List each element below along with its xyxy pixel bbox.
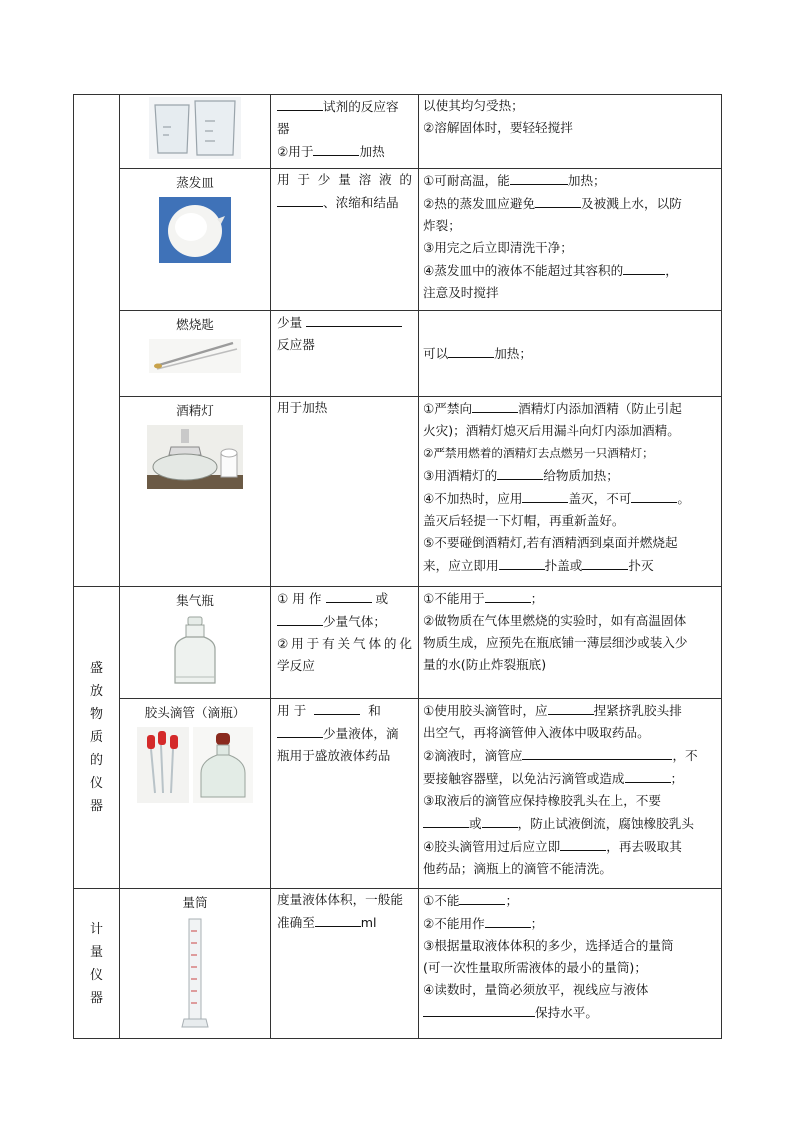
evaporating-dish-note-6: 注意及时搅拌: [423, 285, 499, 300]
alcohol-lamp-use-line-1: 用于加热: [277, 400, 328, 415]
use-cell-combustion-spoon: [271, 311, 419, 397]
dropper-note-8: 他药品；滴瓶上的滴管不能清洗。: [423, 861, 612, 876]
table-row-evaporating-dish: [74, 169, 722, 311]
use-cell-beaker: [271, 95, 419, 169]
dropper-use-line-1: 用 于 和: [277, 699, 412, 722]
cylinder-use-line-1: 度量液体体积，一般能: [277, 892, 403, 907]
notes-cell-cylinder: [419, 889, 722, 1039]
cylinder-use-line-2: 准确至 ml: [277, 911, 412, 934]
use-cell-alcohol-lamp: [271, 397, 419, 587]
notes-cell-gas-bottle: [419, 587, 722, 699]
instrument-cell-combustion-spoon: [120, 311, 271, 397]
alcohol-lamp-note-4: ③用酒精灯的 给物质加热；: [423, 464, 717, 487]
use-cell-cylinder: [271, 889, 419, 1039]
alcohol-lamp-note-6: 盖灭后轻提一下灯帽，再重新盖好。: [423, 513, 625, 528]
use-cell-evaporating-dish: [271, 169, 419, 311]
combustion-spoon-use-line-2: 反应器: [277, 337, 315, 352]
gas-bottle-note-3: 物质生成，应预先在瓶底铺一薄层细沙或装入少: [423, 635, 688, 650]
cylinder-note-5: ④读数时，量筒必须放平，视线应与液体: [423, 982, 649, 997]
beaker-note-line-2: ②溶解固体时，要轻轻搅拌: [423, 120, 573, 135]
evaporating-dish-use-line-1: 用于少量溶液的: [277, 172, 412, 187]
gas-bottle-use-line-1: ① 用 作 或: [277, 587, 412, 610]
dropper-image: [137, 727, 253, 803]
beaker-use-line-1: 试剂的反应容: [277, 95, 412, 118]
instrument-cell-gas-bottle: [120, 587, 271, 699]
category-cell-storage: [74, 587, 120, 889]
combustion-spoon-image: [149, 339, 241, 373]
category-label: 计量仪器: [89, 921, 103, 1006]
alcohol-lamp-image: [147, 425, 243, 489]
gas-bottle-note-2: ②做物质在气体里燃烧的实验时，如有高温固体: [423, 613, 687, 628]
dropper-note-4: 要接触容器壁，以免沾污滴管或造成 ；: [423, 767, 717, 790]
dropper-note-1: ①使用胶头滴管时，应 捏紧挤乳胶头排: [423, 699, 717, 722]
beaker-use-line-3: ②用于 加热: [277, 140, 412, 163]
alcohol-lamp-note-1: ①严禁向 酒精灯内添加酒精（防止引起: [423, 397, 717, 420]
instrument-cell-cylinder: [120, 889, 271, 1039]
notes-cell-dropper: [419, 699, 722, 889]
cylinder-note-3: ③根据量取液体体积的多少，选择适合的量筒: [423, 938, 674, 953]
instrument-name: 量筒: [182, 895, 208, 910]
table-row-cylinder: [74, 889, 722, 1039]
alcohol-lamp-note-7: ⑤不要碰倒酒精灯,若有酒精洒到桌面并燃烧起: [423, 535, 678, 550]
notes-cell-alcohol-lamp: [419, 397, 722, 587]
notes-cell-beaker: [419, 95, 722, 169]
evaporating-dish-note-4: ③用完之后立即清洗干净；: [423, 240, 573, 255]
dropper-note-3: ②滴液时，滴管应 ，不: [423, 744, 717, 767]
cylinder-note-4: (可一次性量取所需液体的最小的量筒)；: [423, 960, 647, 975]
notes-cell-combustion-spoon: [419, 311, 722, 397]
gas-bottle-note-4: 量的水(防止炸裂瓶底): [423, 657, 547, 672]
dropper-use-line-3: 瓶用于盛放液体药品: [277, 748, 391, 763]
instrument-cell-alcohol-lamp: [120, 397, 271, 587]
evaporating-dish-image: [159, 197, 231, 263]
instrument-cell-dropper: [120, 699, 271, 889]
dropper-use-line-2: 少量液体，滴: [277, 722, 412, 745]
cylinder-image: [180, 917, 210, 1029]
lab-instrument-table: [73, 94, 722, 1039]
use-cell-dropper: [271, 699, 419, 889]
cylinder-note-1: ①不能 ；: [423, 889, 717, 912]
evaporating-dish-note-2: ②热的蒸发皿应避免 及被溅上水，以防: [423, 192, 717, 215]
gas-bottle-use-line-3: ②用于有关气体的化: [277, 636, 412, 651]
gas-bottle-use-line-2: 少量气体；: [277, 610, 412, 633]
alcohol-lamp-note-8: 来，应立即用 扑盖或 扑灭: [423, 554, 717, 577]
dropper-note-6: 或 ，防止试液倒流，腐蚀橡胶乳头: [423, 812, 717, 835]
alcohol-lamp-note-5: ④不加热时，应用 盖灭，不可 。: [423, 487, 717, 510]
combustion-spoon-use-line-1: 少量: [277, 311, 412, 334]
evaporating-dish-note-3: 炸裂；: [423, 218, 461, 233]
beaker-note-line-1: 以使其均匀受热；: [423, 98, 524, 113]
combustion-spoon-note-1: 可以 加热；: [423, 342, 717, 365]
dropper-note-7: ④胶头滴管用过后应立即 ，再去吸取其: [423, 835, 717, 858]
table-row-gas-bottle: [74, 587, 722, 699]
gas-bottle-use-line-4: 学反应: [277, 658, 315, 673]
instrument-name: 胶头滴管（滴瓶）: [144, 705, 246, 720]
cylinder-note-6: 保持水平。: [423, 1001, 717, 1024]
table-row-alcohol-lamp: [74, 397, 722, 587]
evaporating-dish-note-1: ①可耐高温，能 加热；: [423, 169, 717, 192]
instrument-name: 蒸发皿: [176, 175, 214, 190]
alcohol-lamp-note-3: ②严禁用燃着的酒精灯去点燃另一只酒精灯；: [423, 446, 654, 460]
cylinder-note-2: ②不能用作 ；: [423, 912, 717, 935]
evaporating-dish-use-line-2: 、浓缩和结晶: [277, 191, 412, 214]
instrument-name: 酒精灯: [176, 403, 214, 418]
notes-cell-evaporating-dish: [419, 169, 722, 311]
instrument-name: 燃烧匙: [176, 317, 214, 332]
category-label: 盛放物质的仪器: [89, 661, 103, 814]
instrument-cell-evaporating-dish: [120, 169, 271, 311]
beaker-image: [149, 97, 241, 159]
beaker-use-line-2: 器: [277, 121, 290, 136]
instrument-cell-beaker: [120, 95, 271, 169]
gas-bottle-image: [171, 615, 219, 689]
gas-bottle-note-1: ①不能用于 ；: [423, 587, 717, 610]
category-cell-heating: [74, 95, 120, 587]
evaporating-dish-note-5: ④蒸发皿中的液体不能超过其容积的 ，: [423, 259, 717, 282]
instrument-name: 集气瓶: [176, 593, 214, 608]
table-row-dropper: [74, 699, 722, 889]
dropper-note-2: 出空气，再将滴管伸入液体中吸取药品。: [423, 725, 650, 740]
alcohol-lamp-note-2: 火灾)；酒精灯熄灭后用漏斗向灯内添加酒精。: [423, 423, 680, 438]
category-cell-measuring: [74, 889, 120, 1039]
table-row-combustion-spoon: [74, 311, 722, 397]
dropper-note-5: ③取液后的滴管应保持橡胶乳头在上，不要: [423, 793, 661, 808]
use-cell-gas-bottle: [271, 587, 419, 699]
table-row-beaker: [74, 95, 722, 169]
